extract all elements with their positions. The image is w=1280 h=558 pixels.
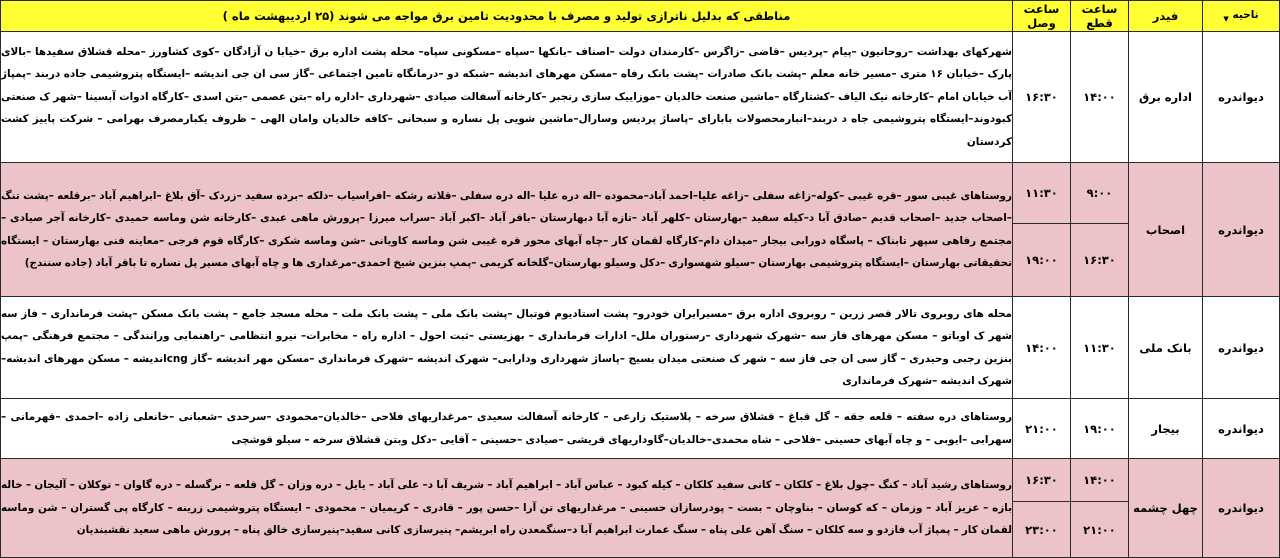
connect-time-cell: ۱۶:۳۰ <box>1013 32 1071 163</box>
header-feeder: فیدر <box>1129 1 1203 32</box>
locations-cell: شهرکهای بهداشت –روحانیون –پیام –پردیس –قاضی –زاگرس –کارمندان دولت –اصناف –بانکها –سپاه –مسکونی سپاه– محله پشت اداره برق –خیابا ن آزادگان –کوی کشاورز –محله قشلاق سفیدها –بالای پارک –خیابان ۱۶ متری –مسیر خانه معلم –پشت بانک صادرات –پشت بانک رفاه –مسکن مهرهای اندیشه –شبکه دو –درمانگاه تامین اجتماعی –گاز سی ان جی اندیشه –ایستگاه پتروشیمی جاده دربند –پمپاژ آب خیابان امام –کارخانه نیک الیاف –کشتارگاه –ماشین صنعت خالدیان –موزاییک سازی رنجبر –کارخانه آسفالت صیادی –شهرداری –اداره راه –بتن عصمی –بتن اسدی –کارگاه ادوات آبسینا –شهر ک صنعتی کبودوند–ایستگاه پتروشیمی جاه د دربند–انبارمحصولات بابارای –پاساژ پردیس وسارال–ماشین شویی پل نساره و سبحانی –کافه خالدیان وامان الهی – ظروف یکبارمصرف بهرامی – شرکت پاییز کشت کردستان <box>1 32 1013 163</box>
district-cell: دیواندره <box>1203 32 1280 163</box>
feeder-cell: اداره برق <box>1129 32 1203 163</box>
locations-cell: روستاهای دره سفته – قلعه جقه – گل قباغ – قشلاق سرخه – پلاستیک زارعی – کارخانه آسفالت سعیدی –مرغداریهای فلاحی –خالدیان–محمودی –سرحدی –شعبانی –خانعلی زاده –احمدی –قهرمانی –سهرابی –ایوبی – و چاه آبهای حسینی –فلاحی – شاه محمدی–خالدیان–گاوداریهای قریشی –صیادی –حسینی – آقایی –دکل وبتن قشلاق سرخه – سیلو قوشچی <box>1 399 1013 459</box>
table-row <box>1 297 1280 399</box>
district-cell: دیواندره <box>1203 297 1280 399</box>
table-row <box>1 399 1280 459</box>
cut-time-cell: ۱۶:۳۰ <box>1071 224 1129 297</box>
connect-time-cell: ۲۱:۰۰ <box>1013 399 1071 459</box>
table-row <box>1 163 1280 224</box>
header-connect-time: ساعت وصل <box>1013 1 1071 32</box>
header-row <box>1 1 1280 32</box>
table-row <box>1 459 1280 502</box>
header-district[interactable] <box>1203 1 1280 32</box>
locations-cell: روستاهای غیبی سور –قره غیبی –کوله–زاغه سفلی –زاغه علیا–احمد آباد–محموده –اله دره علیا –اله دره سفلی –قلاته رشکه –افراسیاب –دلکه –برده سفید –زردک –آق بلاغ –ابراهیم آباد –برقلعه –پشت تنگ –اصحاب جدید –اصحاب قدیم –صادق آبا د–کیله سفید –بهارستان –کلهر آباد –تازه آبا دبهارستان –باقر آباد –اکبر آباد –سراب میرزا –پرورش ماهی عبدی –کارخانه شن وماسه حمیدی –کارخانه آجر صیادی –مجتمع رفاهی سپهر تابناک – پاسگاه دورابی بیجار –میدان دام–کارگاه لقمان کار –چاه آبهای محور قره غیبی شن وماسه کاویانی –شن وماسه شکری –کارگاه قوم فرجی –معاینه فنی بهارستان – ایستگاه تحقیقاتی بهارستان –ایستگاه پتروشیمی بهارستان –سیلو شهسواری –دکل وسیلو بهارستان–گلخانه کریمی –پمپ بنزین شیخ احمدی–مرغداری ها و چاه آبهای مسیر پل نساره تا باقر آباد (جاده سنندج) <box>1 163 1013 297</box>
connect-time-cell: ۱۶:۳۰ <box>1013 459 1071 502</box>
connect-time-cell: ۱۹:۰۰ <box>1013 224 1071 297</box>
filter-dropdown-icon[interactable]: ▼ <box>1223 15 1229 24</box>
locations-cell: روستاهای رشید آباد – کنگ –چول بلاغ – کلکان – کانی سفید کلکان – کیله کبود – عباس آباد – ابراهیم آباد – شریف آبا د– علی آباد – یایل – دره وزان – گل قلعه – نرگسله – دره گاوان – توکلان – آلیجان – خاله بازه – عزیز آباد – وزمان – که کوسان – بناوچان – بست – پودرسازان حسینی – مرغداریهای تن آرا –حسن پور – قادری – کریمیان – محمودی – ایستگاه پتروشیمی زرینه – کارگاه پی گستران – شن وماسه لقمان کار – پمپاژ آب فازدو و سه کلکان – سنگ آهن علی پناه – سنگ عمارت ابراهیم آبا د–سنگمعدن راه ابریشم– پنیرسازی کانی سفید–پنیرسازی خالق پناه – پرورش ماهی سعید نقشبندیان <box>1 459 1013 558</box>
feeder-cell: بیجار <box>1129 399 1203 459</box>
cut-time-cell: ۱۱:۳۰ <box>1071 297 1129 399</box>
feeder-cell: چهل چشمه <box>1129 459 1203 558</box>
cut-time-cell: ۲۱:۰۰ <box>1071 502 1129 558</box>
feeder-cell: اصحاب <box>1129 163 1203 297</box>
cut-time-cell: ۱۴:۰۰ <box>1071 459 1129 502</box>
cut-time-cell: ۱۹:۰۰ <box>1071 399 1129 459</box>
feeder-cell: بانک ملی <box>1129 297 1203 399</box>
cut-time-cell: ۱۴:۰۰ <box>1071 32 1129 163</box>
table-row <box>1 32 1280 163</box>
district-cell: دیواندره <box>1203 399 1280 459</box>
district-cell: دیواندره <box>1203 459 1280 558</box>
header-cut-time: ساعت قطع <box>1071 1 1129 32</box>
locations-cell: محله های روبروی تالار قصر زرین – روبروی اداره برق –مسیرایران خودرو– پشت استادیوم فوتبال –پشت بانک ملی – پشت بانک ملت – محله مسجد جامع – پشت بانک مسکن –پشت فرمانداری – فاز سه شهر ک اوباتو – مسکن مهرهای فاز سه –شهرک شهرداری –رستوران ملل– ادارات فرمانداری – بهزیستی –ثبت احول – اداره راه – مخابرات– نیرو انتظامی –راهنمایی ورانندگی – مجتمع فرهنگی –پمپ بنزین رجبی وحیدری – گاز سی ان جی فاز سه – شهر ک صنعتی میدان بسیج –پاساژ شهرداری ودارابی– شهرک اندیشه –شهرک فرمانداری –مسکن مهر اندیشه –گاز cngاندیشه – مسکن مهرهای اندیشه– شهرک اندیشه –شهرک فرمانداری <box>1 297 1013 399</box>
connect-time-cell: ۲۳:۰۰ <box>1013 502 1071 558</box>
header-locations: مناطقی که بدلیل ناترازی تولید و مصرف با محدودیت تامین برق مواجه می شوند (۲۵ اردیبهشت ماه ) <box>1 1 1013 32</box>
district-cell: دیواندره <box>1203 163 1280 297</box>
connect-time-cell: ۱۴:۰۰ <box>1013 297 1071 399</box>
cut-time-cell: ۹:۰۰ <box>1071 163 1129 224</box>
connect-time-cell: ۱۱:۳۰ <box>1013 163 1071 224</box>
header-district-label: ناحیه <box>1232 8 1259 21</box>
